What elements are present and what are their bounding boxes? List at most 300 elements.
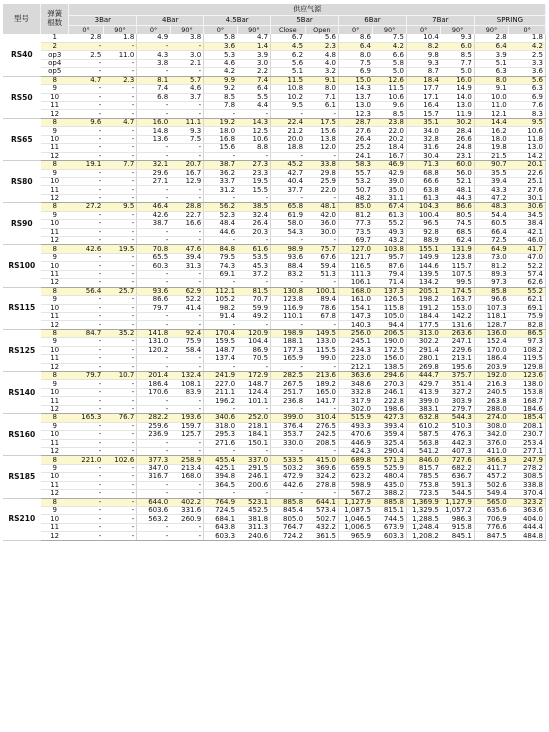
torque-value-cell: - [271,110,305,118]
torque-value-cell: 218.1 [237,422,270,430]
torque-value-cell: - [170,270,203,278]
torque-value-cell: 28.8 [170,203,203,211]
torque-value-cell: 61.3 [373,211,406,219]
torque-value-cell: - [305,194,338,202]
torque-value-cell: 25.1 [509,177,546,185]
torque-value-cell: 136.0 [474,329,508,337]
torque-value-cell: - [69,262,103,270]
torque-value-cell: - [170,532,203,540]
torque-value-cell: 95.7 [373,253,406,261]
torque-value-cell: 399.0 [406,397,440,405]
torque-value-cell: - [69,237,103,245]
torque-value-cell: - [69,169,103,177]
model-cell: RS125 [3,329,41,371]
torque-value-cell: - [204,405,237,413]
torque-value-cell: 815.1 [373,507,406,515]
torque-value-cell: 138.5 [373,363,406,371]
torque-value-cell: 9.9 [204,76,237,84]
torque-value-cell: - [137,228,170,236]
spring-count-cell: 12 [41,110,69,118]
torque-value-cell: - [103,296,136,304]
spring-count-cell: 12 [41,321,69,329]
torque-value-cell: 79.7 [69,372,103,380]
torque-value-cell: 47.2 [474,194,508,202]
torque-value-cell: 316.7 [137,473,170,481]
torque-value-cell: 7.5 [373,34,406,42]
torque-value-cell: 99.0 [305,355,338,363]
table-row [3,473,546,481]
torque-value-cell: 140.3 [339,321,373,329]
torque-value-cell: 523.1 [237,498,270,506]
torque-value-cell: 452.5 [237,507,270,515]
torque-value-cell: 79.4 [373,270,406,278]
torque-value-cell: 9.8 [406,51,440,59]
torque-value-cell: 247.1 [441,338,474,346]
torque-value-cell: 27.2 [69,203,103,211]
torque-value-cell: 71.4 [373,279,406,287]
torque-value-cell: 131.9 [441,245,474,253]
torque-value-cell: - [103,380,136,388]
torque-value-cell: 168.7 [509,397,546,405]
torque-value-cell: 30.6 [509,203,546,211]
torque-value-cell: 64.9 [474,245,508,253]
torque-value-cell: 753.8 [406,481,440,489]
torque-value-cell: 87.6 [373,262,406,270]
torque-value-cell: 502.7 [305,515,338,523]
torque-value-cell: 34.0 [406,127,440,135]
table-row [3,515,546,523]
torque-value-cell: 644.1 [305,498,338,506]
torque-value-cell: 388.2 [373,490,406,498]
torque-value-cell: 15.7 [406,110,440,118]
torque-value-cell: 13.6 [137,135,170,143]
torque-value-cell: 78.6 [305,304,338,312]
torque-value-cell: - [103,447,136,455]
torque-value-cell: 20.0 [271,135,305,143]
torque-value-cell: 222.8 [373,397,406,405]
torque-value-cell: 246.1 [237,473,270,481]
torque-value-cell: 303.9 [441,397,474,405]
torque-value-cell: 245.1 [339,338,373,346]
torque-value-cell: 4.2 [373,42,406,50]
torque-value-cell: 11.8 [509,135,546,143]
spring-count-cell: 11 [41,523,69,531]
torque-value-cell: 5.6 [305,34,338,42]
torque-value-cell: 142.2 [441,312,474,320]
torque-value-cell: 260.9 [170,515,203,523]
torque-value-cell: 4.7 [237,34,270,42]
torque-value-cell: 376.4 [271,422,305,430]
torque-value-cell: 325.4 [373,439,406,447]
torque-value-cell: 36.0 [305,220,338,228]
torque-value-cell: 337.0 [237,456,270,464]
torque-value-cell: 82.8 [509,321,546,329]
torque-value-cell: - [271,194,305,202]
torque-value-cell: - [69,194,103,202]
torque-value-cell: 38.7 [137,220,170,228]
torque-value-cell: 413.9 [406,388,440,396]
torque-value-cell: 9.5 [103,203,136,211]
torque-value-cell: - [103,397,136,405]
torque-value-cell: 79.7 [137,304,170,312]
torque-value-cell: 6.7 [271,34,305,42]
torque-value-cell: 1,329.5 [406,507,440,515]
torque-value-cell: 17.1 [406,93,440,101]
torque-value-cell: 213.4 [170,464,203,472]
torque-value-cell: - [69,439,103,447]
torque-value-cell: - [69,220,103,228]
torque-value-cell: 5.3 [204,51,237,59]
torque-value-cell: 49.3 [373,228,406,236]
torque-value-cell: 435.0 [373,481,406,489]
torque-value-cell: 1,087.5 [339,507,373,515]
torque-value-cell: - [305,279,338,287]
torque-value-cell: 6.3 [474,68,508,76]
torque-value-cell: 351.4 [441,380,474,388]
torque-value-cell: 191.2 [406,304,440,312]
torque-value-cell: 302.0 [339,405,373,413]
table-row [3,34,546,42]
torque-value-cell: 123.6 [509,372,546,380]
torque-value-cell: 632.8 [406,414,440,422]
torque-value-cell: 40.4 [271,177,305,185]
torque-value-cell: 246.1 [373,388,406,396]
torque-value-cell: 100.4 [406,211,440,219]
table-body [3,34,546,540]
torque-value-cell: 139.5 [406,270,440,278]
torque-value-cell: 26.6 [441,135,474,143]
torque-value-cell: 30.1 [509,194,546,202]
torque-value-cell: - [103,405,136,413]
torque-value-cell: 340.6 [204,414,237,422]
torque-value-cell: - [69,42,103,50]
model-cell: RS65 [3,118,41,160]
torque-value-cell: - [69,186,103,194]
spring-count-cell: 12 [41,194,69,202]
torque-value-cell: 47.0 [509,253,546,261]
torque-value-cell: 1,057.2 [441,507,474,515]
torque-value-cell: 45.3 [237,262,270,270]
torque-value-cell: 229.6 [441,346,474,354]
torque-value-cell: - [103,312,136,320]
torque-value-cell: 39.4 [474,177,508,185]
torque-value-cell: 402.2 [170,498,203,506]
torque-value-cell: 291.4 [406,346,440,354]
torque-value-cell: 43.3 [474,186,508,194]
torque-value-cell: 363.6 [339,372,373,380]
torque-value-cell: 41.4 [170,304,203,312]
torque-value-cell: 86.5 [509,329,546,337]
torque-value-cell: 148.7 [237,380,270,388]
torque-value-cell: 682.2 [441,464,474,472]
spring-count-cell: 12 [41,405,69,413]
spring-count-cell: 11 [41,228,69,236]
angle-subheader: 90° [237,25,270,34]
torque-value-cell: 6.9 [509,93,546,101]
torque-value-cell: 105.2 [204,296,237,304]
torque-value-cell: 104.3 [406,203,440,211]
model-cell: RS160 [3,414,41,456]
torque-value-cell: 14.2 [509,152,546,160]
torque-value-cell: 67.6 [305,253,338,261]
angle-subheader: 90° [441,25,474,34]
torque-value-cell: 533.5 [271,456,305,464]
table-row [3,380,546,388]
torque-value-cell: - [170,152,203,160]
torque-value-cell: 159.5 [204,338,237,346]
torque-value-cell: 13.0 [441,102,474,110]
table-row [3,211,546,219]
torque-value-cell: - [69,473,103,481]
torque-value-cell: - [170,228,203,236]
torque-value-cell: 457.2 [474,473,508,481]
torque-value-cell: 184.6 [509,405,546,413]
pressure-group-header: 7Bar [406,15,474,25]
torque-value-cell: 33.7 [204,177,237,185]
torque-value-cell: - [237,321,270,329]
torque-value-cell: - [69,59,103,67]
torque-value-cell: 14.9 [441,85,474,93]
torque-value-cell: - [137,186,170,194]
torque-value-cell: - [170,186,203,194]
torque-value-cell: 138.0 [509,380,546,388]
torque-value-cell: 444.4 [509,523,546,531]
table-row [3,439,546,447]
torque-value-cell: - [137,481,170,489]
torque-value-cell: 44.3 [441,194,474,202]
torque-value-cell: 116.9 [271,304,305,312]
torque-value-cell: 9.1 [474,85,508,93]
spring-count-cell: 11 [41,186,69,194]
spring-count-cell: 9 [41,253,69,261]
torque-value-cell: - [137,152,170,160]
spring-count-cell: 10 [41,177,69,185]
torque-value-cell: - [137,237,170,245]
torque-value-cell: 42.6 [137,211,170,219]
torque-value-cell: 98.9 [271,245,305,253]
torque-value-cell: 39.4 [170,253,203,261]
torque-value-cell: 100.1 [305,287,338,295]
torque-value-cell: - [69,304,103,312]
torque-value-cell: 46.4 [137,203,170,211]
torque-value-cell: 102.6 [103,456,136,464]
table-row [3,405,546,413]
torque-value-cell: 104.4 [237,338,270,346]
torque-value-cell: 6.6 [373,51,406,59]
torque-value-cell: 965.9 [339,532,373,540]
torque-value-cell: - [137,363,170,371]
torque-value-cell: 84.8 [204,245,237,253]
torque-value-cell: 27.6 [339,127,373,135]
torque-value-cell: 310.4 [305,414,338,422]
torque-value-cell: 98.2 [204,304,237,312]
torque-value-cell: 2.2 [237,68,270,76]
torque-value-cell: - [170,279,203,287]
table-row [3,414,546,422]
torque-value-cell: 203.9 [474,363,508,371]
torque-value-cell: - [103,355,136,363]
torque-value-cell: 318.0 [204,422,237,430]
torque-value-cell: 2.5 [509,51,546,59]
torque-value-cell: 13.7 [339,93,373,101]
torque-value-cell: 3.6 [204,42,237,50]
torque-value-cell: 128.7 [474,321,508,329]
torque-value-cell: 165.3 [69,414,103,422]
torque-value-cell: - [271,237,305,245]
spring-count-cell: 12 [41,363,69,371]
torque-value-cell: 156.0 [373,355,406,363]
torque-value-cell: 2.3 [103,76,136,84]
angle-subheader: 0° [69,25,103,34]
torque-value-cell: 12.5 [237,127,270,135]
spring-count-cell: 8 [41,161,69,169]
torque-value-cell: 370.4 [509,490,546,498]
torque-value-cell: - [69,296,103,304]
torque-value-cell: - [204,194,237,202]
torque-value-cell: 213.6 [305,372,338,380]
torque-value-cell: 57.4 [509,270,546,278]
table-row [3,329,546,337]
torque-value-cell: 115.8 [373,304,406,312]
torque-value-cell: - [170,144,203,152]
torque-value-cell: 172.9 [237,372,270,380]
spring-count-cell: 11 [41,270,69,278]
torque-value-cell: 885.8 [373,498,406,506]
torque-value-cell: 88.4 [271,262,305,270]
torque-value-cell: 9.6 [373,102,406,110]
model-cell: RS185 [3,456,41,498]
torque-value-cell: - [69,68,103,76]
table-row [3,177,546,185]
torque-value-cell: 51.3 [305,270,338,278]
torque-value-cell: - [305,405,338,413]
torque-value-cell: 105.0 [373,312,406,320]
table-row [3,397,546,405]
torque-value-cell: 4.6 [170,85,203,93]
torque-value-cell: 571.3 [373,456,406,464]
torque-value-cell: 92.4 [170,329,203,337]
torque-value-cell: 16.0 [441,76,474,84]
torque-value-cell: 10.7 [103,372,136,380]
torque-value-cell: 67.4 [373,203,406,211]
torque-value-cell: 74.3 [204,262,237,270]
torque-value-cell: 14.8 [137,127,170,135]
torque-value-cell: 278.2 [509,464,546,472]
torque-value-cell: 96.6 [474,296,508,304]
torque-value-cell: 8.5 [204,93,237,101]
torque-value-cell: 610.2 [406,422,440,430]
torque-value-cell: 73.5 [339,228,373,236]
angle-subheader: Close [271,25,305,34]
spring-count-cell: 12 [41,447,69,455]
torque-value-cell: 21.2 [271,127,305,135]
spring-count-cell: 9 [41,85,69,93]
spring-count-cell: 1 [41,34,69,42]
torque-value-cell: - [137,110,170,118]
torque-value-cell: 256.0 [339,329,373,337]
torque-value-cell: - [137,397,170,405]
spring-count-cell: 8 [41,456,69,464]
torque-value-cell: 544.3 [441,414,474,422]
torque-value-cell: 22.6 [509,169,546,177]
torque-value-cell: 52.2 [509,262,546,270]
torque-value-cell: 724.2 [271,532,305,540]
torque-value-cell: 1,288.5 [406,515,440,523]
torque-value-cell: 154.1 [339,304,373,312]
torque-value-cell: 60.5 [474,220,508,228]
torque-value-cell: 673.9 [373,523,406,531]
torque-value-cell: 108.1 [170,380,203,388]
torque-value-cell: 22.4 [271,118,305,126]
torque-value-cell: 276.5 [305,422,338,430]
torque-value-cell: - [103,515,136,523]
table-row [3,169,546,177]
torque-value-cell: 198.6 [373,405,406,413]
torque-value-cell: 515.9 [339,414,373,422]
table-row [3,270,546,278]
torque-value-cell: 155.1 [406,245,440,253]
torque-value-cell: 34.5 [509,211,546,219]
table-row [3,118,546,126]
torque-value-cell: 45.2 [271,161,305,169]
torque-value-cell: 8.7 [406,68,440,76]
torque-value-cell: 97.3 [509,338,546,346]
torque-value-cell: 16.7 [170,169,203,177]
angle-subheader: 0° [406,25,440,34]
torque-value-cell: 7.6 [509,102,546,110]
torque-value-cell: 5.5 [237,93,270,101]
torque-value-cell: 130.8 [271,287,305,295]
spring-count-cell: 9 [41,127,69,135]
torque-value-cell: - [305,321,338,329]
torque-value-cell: 9.6 [69,118,103,126]
torque-value-cell: 134.2 [406,279,440,287]
torque-value-cell: 776.6 [474,523,508,531]
table-row [3,51,546,59]
torque-value-cell: 363.6 [509,507,546,515]
torque-value-cell: - [69,135,103,143]
torque-value-cell: 79.5 [204,253,237,261]
torque-value-cell: 21.5 [474,152,508,160]
torque-value-cell: 567.2 [339,490,373,498]
pressure-group-header: 6Bar [339,15,407,25]
torque-value-cell: 563.2 [137,515,170,523]
torque-value-cell: 8.5 [373,110,406,118]
torque-value-cell: 81.2 [474,262,508,270]
spring-count-label: 弹簧 根数 [47,9,63,27]
torque-value-cell: 14.0 [441,93,474,101]
torque-value-cell: 323.2 [509,498,546,506]
torque-value-cell: 48.1 [305,203,338,211]
torque-value-cell: - [237,152,270,160]
torque-value-cell: 25.7 [103,287,136,295]
torque-value-cell: 198.2 [406,296,440,304]
torque-value-cell: - [103,253,136,261]
torque-value-cell: 186.4 [474,355,508,363]
torque-value-cell: 190.0 [373,338,406,346]
torque-value-cell: 107.3 [474,304,508,312]
torque-value-cell: 141.7 [305,397,338,405]
torque-value-cell: 6.3 [509,85,546,93]
torque-value-cell: 32.4 [237,211,270,219]
model-cell: RS50 [3,76,41,118]
table-header [3,4,546,34]
torque-value-cell: 342.0 [474,431,508,439]
torque-value-cell: - [237,447,270,455]
torque-value-cell: - [69,102,103,110]
torque-value-cell: 60.3 [137,262,170,270]
torque-value-cell: 83.2 [271,270,305,278]
